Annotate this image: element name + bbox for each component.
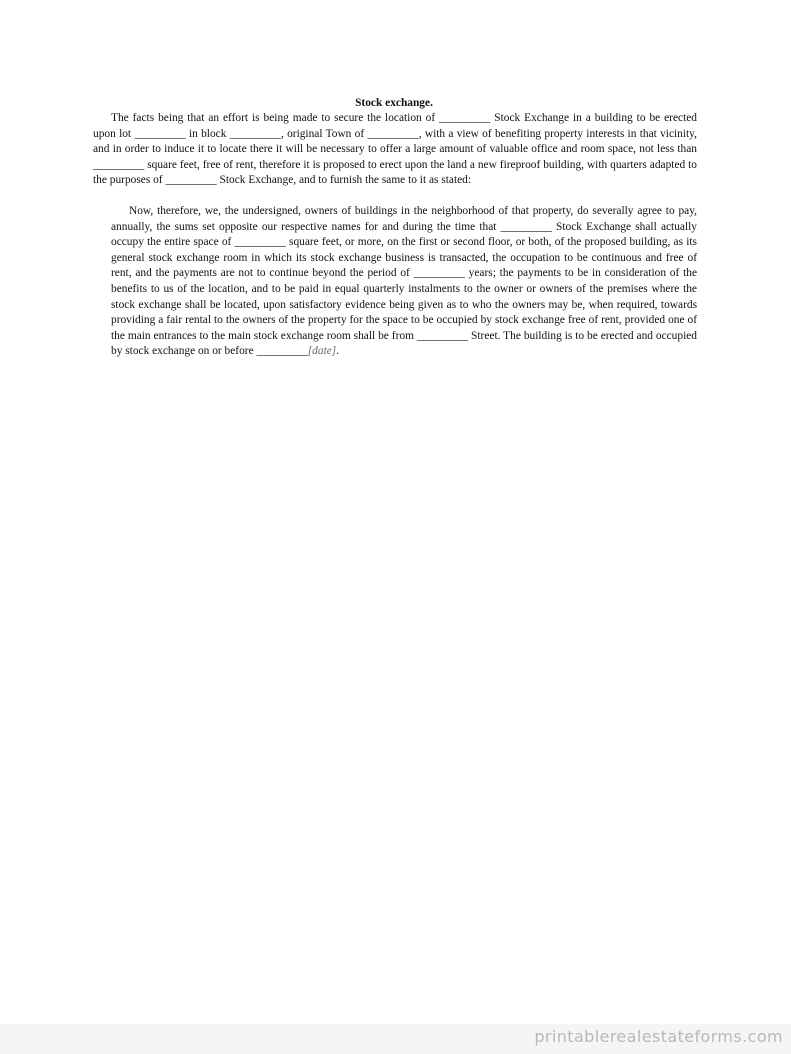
date-placeholder: [date] xyxy=(307,345,337,358)
paragraph-recitals: The facts being that an effort is being made to secure the location of _________ Stock Exchange in a building to be erected upon lot _________ in block _________, original Town of _________, with a view of benefiting property interests in that vicinity, and in order to induce it to locate there it will be necessary to offer a large amount of valuable office and room space, not less than _________ square feet, free of rent, therefore it is proposed to erect upon the land a new fireproof building, with quarters adapted to the purposes of _________ Stock Exchange, and to furnish the same to it as stated: xyxy=(93,112,697,187)
document-title: Stock exchange. xyxy=(355,97,433,109)
paragraph-agreement xyxy=(111,204,697,360)
footer-watermark: printablerealestateforms.com xyxy=(534,1027,783,1046)
paragraph-agreement-end: . xyxy=(336,345,340,358)
paragraph-agreement-text: Now, therefore, we, the undersigned, owners of buildings in the neighborhood of that property, do severally agree to pay, annually, the sums set opposite our respective names for and during the time that _________ Stock Exchange shall actually occupy the entire space of _________ square feet, or more, on the first or second floor, or both, of the proposed building, as its general stock exchange room in which its stock exchange business is transacted, the occupation to be continuous and free of rent, and the payments are not to continue beyond the period of _________ years; the payments to be in consideration of the benefits to us of the location, and to be paid in equal quarterly instalments to the owner or owners of the premises where the stock exchange shall be located, upon satisfactory evidence being given as to who the owners may be, when required, towards providing a fair rental to the owners of the property for the space to be occupied by stock exchange free of rent, provided one of the main entrances to the main stock exchange room shall be from _________ Street. The building is to be erected and occupied by stock exchange on or before _________ xyxy=(111,205,697,358)
